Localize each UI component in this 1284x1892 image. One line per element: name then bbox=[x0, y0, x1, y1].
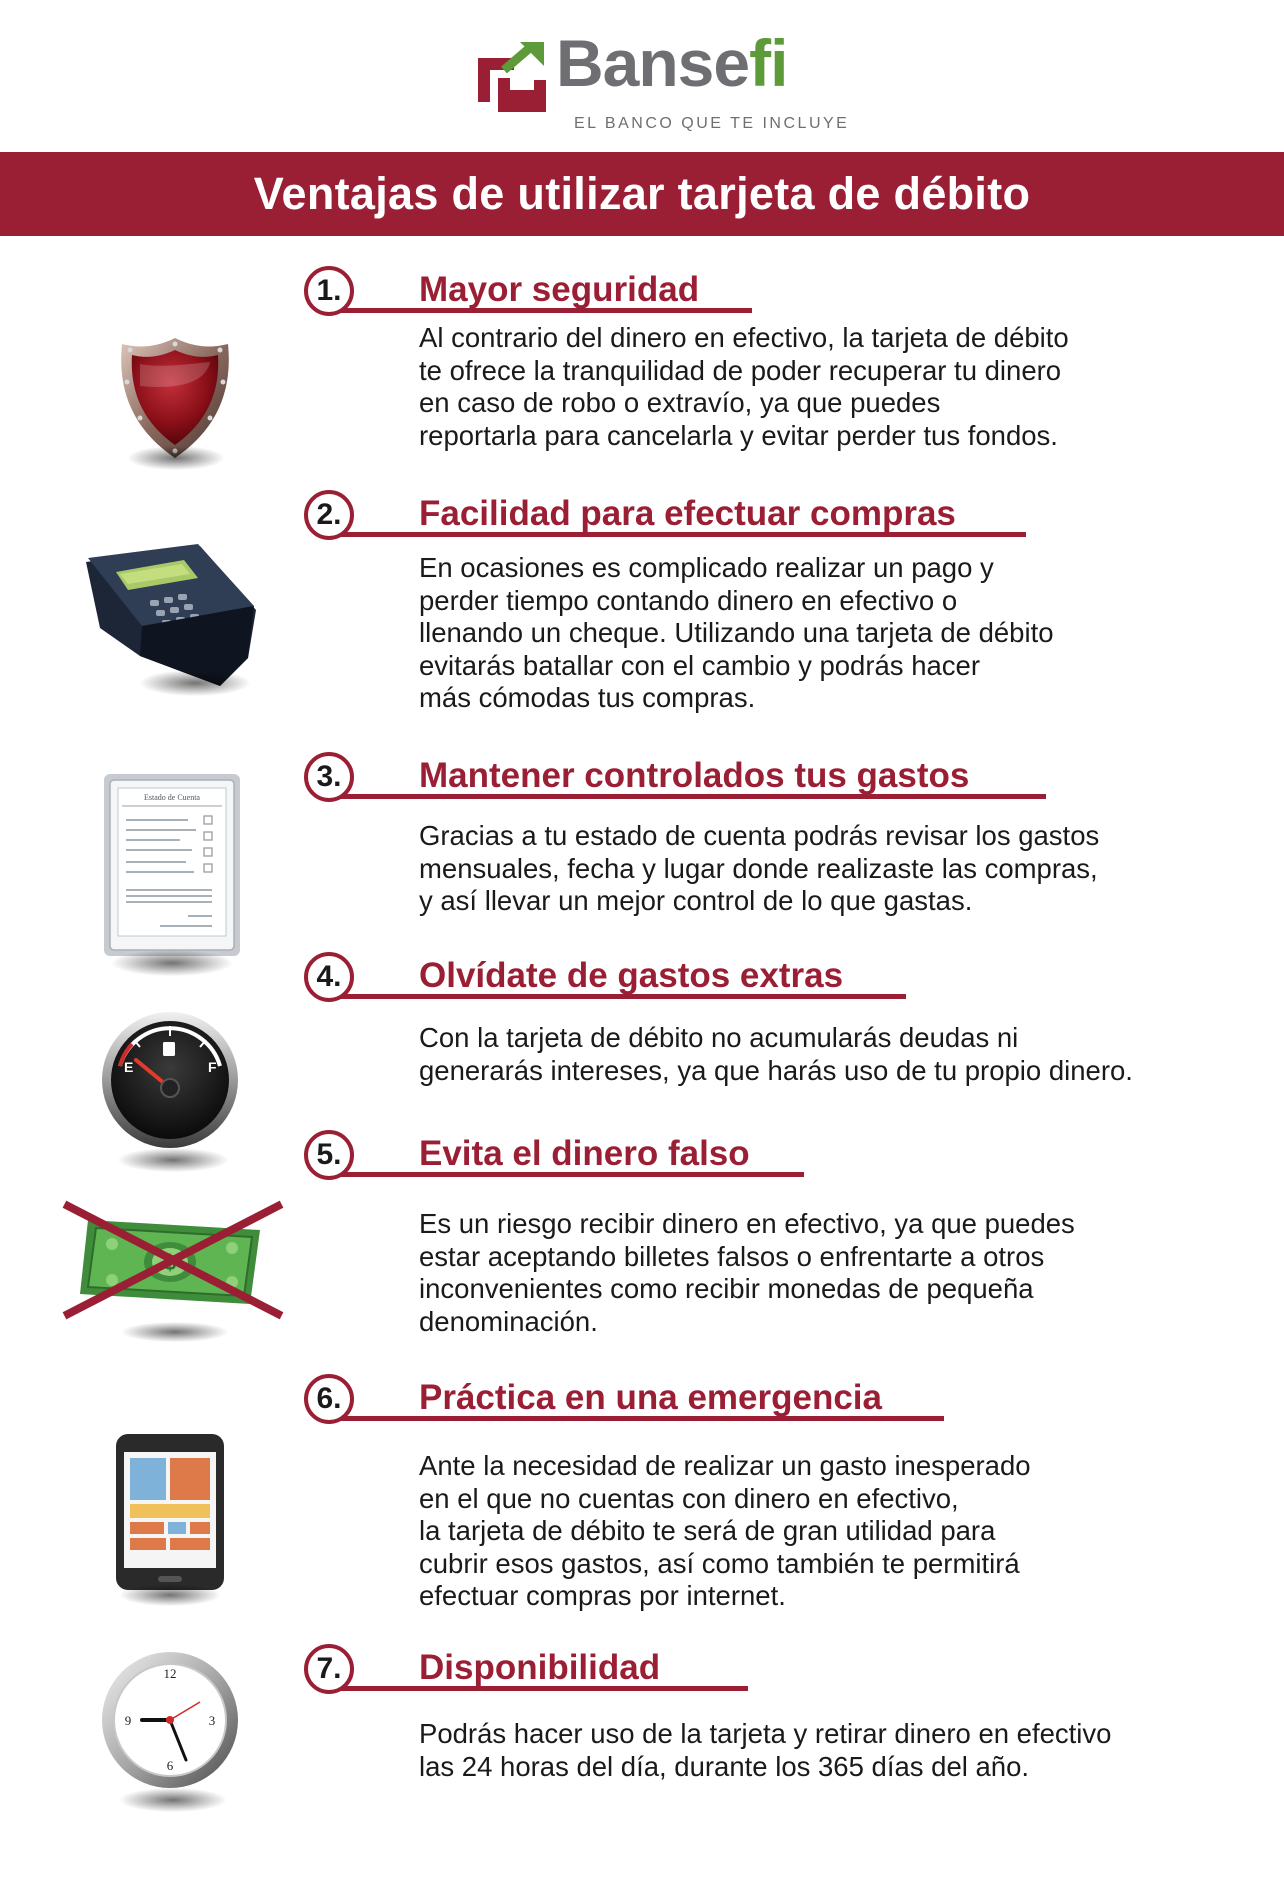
item-title: Mayor seguridad bbox=[419, 270, 700, 309]
statement-label: Estado de Cuenta bbox=[144, 793, 200, 802]
mobile-phone-icon bbox=[114, 1432, 226, 1608]
bansefi-wordmark bbox=[556, 26, 788, 100]
brand-name-accent: fi bbox=[749, 26, 788, 100]
item-number: 5. bbox=[304, 1130, 354, 1180]
account-statement-icon bbox=[100, 770, 250, 980]
bansefi-logo-icon bbox=[474, 40, 548, 114]
clock-number-6: 6 bbox=[166, 1758, 174, 1773]
item-title: Facilidad para efectuar compras bbox=[419, 494, 956, 533]
fuel-gauge-icon bbox=[98, 1010, 248, 1175]
item-description: Podrás hacer uso de la tarjeta y retirar dinero en efectivo las 24 horas del día, durante los 365 días del año. bbox=[419, 1718, 1112, 1782]
brand-name-main: Banse bbox=[556, 26, 750, 100]
clock-number-3: 3 bbox=[208, 1713, 216, 1728]
item-number: 7. bbox=[304, 1644, 354, 1694]
item-description: Con la tarjeta de débito no acumularás deudas ni generarás intereses, ya que harás uso de tu propio dinero. bbox=[419, 1022, 1133, 1086]
item-title: Mantener controlados tus gastos bbox=[419, 756, 970, 795]
item-title: Disponibilidad bbox=[419, 1648, 661, 1687]
item-number: 4. bbox=[304, 952, 354, 1002]
item-title: Evita el dinero falso bbox=[419, 1134, 750, 1173]
item-title: Práctica en una emergencia bbox=[419, 1378, 882, 1417]
item-description: En ocasiones es complicado realizar un pago y perder tiempo contando dinero en efectivo o llenando un cheque. Utilizando una tarjeta de débito evitarás batallar con el cambio y podrás hacer más cómodas tus compras. bbox=[419, 552, 1054, 713]
bansefi-logo bbox=[474, 26, 850, 142]
title-banner bbox=[0, 152, 1284, 236]
gauge-label-empty: E bbox=[124, 1059, 134, 1075]
item-number: 6. bbox=[304, 1374, 354, 1424]
wall-clock-icon bbox=[98, 1650, 248, 1815]
crossed-banknote-icon bbox=[60, 1200, 286, 1340]
card-terminal-icon bbox=[80, 540, 262, 700]
page-title: Ventajas de utilizar tarjeta de débito bbox=[253, 168, 1031, 219]
item-title: Olvídate de gastos extras bbox=[419, 956, 844, 995]
gauge-label-full: F bbox=[208, 1059, 217, 1075]
item-number: 3. bbox=[304, 752, 354, 802]
clock-number-9: 9 bbox=[124, 1713, 132, 1728]
item-description: Ante la necesidad de realizar un gasto inesperado en el que no cuentas con dinero en efectivo, la tarjeta de débito te será de gran utilidad para cubrir esos gastos, así como también te permitirá efectuar compras por internet. bbox=[419, 1450, 1031, 1611]
clock-number-12: 12 bbox=[163, 1666, 177, 1681]
item-description: Gracias a tu estado de cuenta podrás revisar los gastos mensuales, fecha y lugar donde realizaste las compras, y así llevar un mejor control de lo que gastas. bbox=[419, 820, 1100, 916]
item-description: Es un riesgo recibir dinero en efectivo, ya que puedes estar aceptando billetes falsos o enfrentarte a otros inconvenientes como recibir monedas de pequeña denominación. bbox=[419, 1208, 1075, 1337]
shield-icon bbox=[110, 334, 240, 474]
brand-tagline: EL BANCO QUE TE INCLUYE bbox=[574, 115, 850, 132]
item-number: 2. bbox=[304, 490, 354, 540]
item-description: Al contrario del dinero en efectivo, la tarjeta de débito te ofrece la tranquilidad de poder recuperar tu dinero en caso de robo o extravío, ya que puedes reportarla para cancelarla y evitar perder tus fondos. bbox=[419, 322, 1069, 451]
item-number: 1. bbox=[304, 266, 354, 316]
